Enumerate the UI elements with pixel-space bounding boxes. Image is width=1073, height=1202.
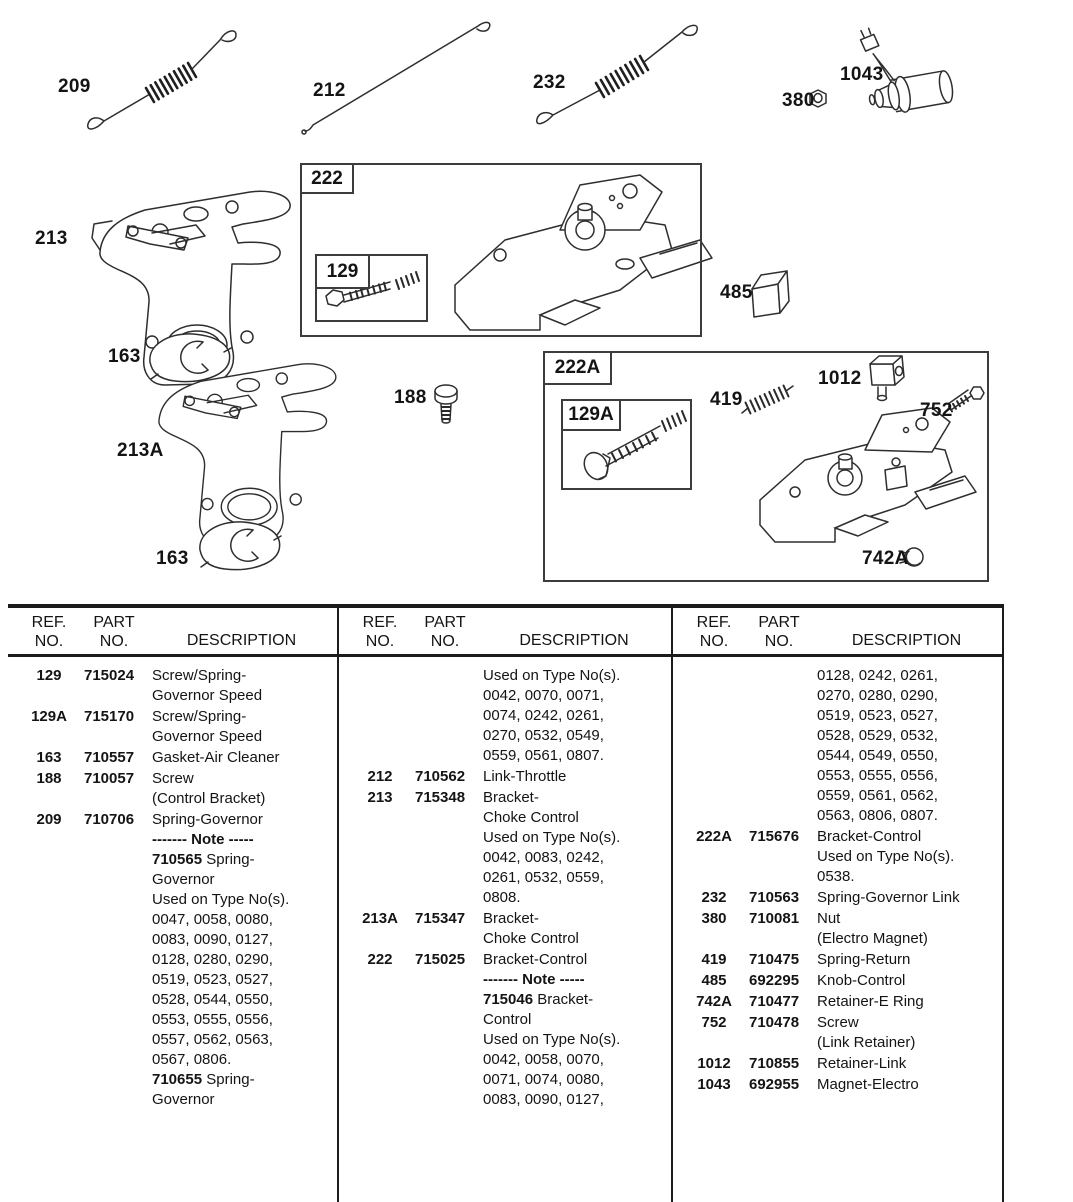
part-label-129a: 129A	[568, 404, 614, 425]
ref-no-cell: 129A	[31, 708, 67, 725]
description-line: 0074, 0242, 0261,	[483, 707, 604, 724]
callout-box-129-tag	[317, 256, 370, 289]
description-line: Governor	[152, 1091, 215, 1108]
description-cell	[817, 909, 996, 949]
description-cell	[817, 1013, 996, 1053]
description-line: Spring-Return	[817, 951, 911, 968]
knob-485-drawing	[752, 271, 789, 317]
part-no-cell: 715347	[415, 910, 466, 927]
description-line: 0042, 0083, 0242,	[483, 849, 604, 866]
description-line: Nut	[817, 910, 841, 927]
callout-box-129a-tag	[563, 401, 621, 431]
table-row	[353, 788, 665, 908]
description-line: Screw/Spring-	[152, 708, 247, 725]
ref-no-cell: 232	[701, 889, 727, 906]
spring-209-drawing	[88, 31, 236, 129]
ref-no-cell: 213A	[362, 910, 398, 927]
parts-table	[8, 604, 1004, 1202]
description-line: Retainer-Link	[817, 1055, 907, 1072]
description-cell	[817, 971, 996, 991]
description-cell	[483, 666, 665, 766]
description-line: 0042, 0058, 0070,	[483, 1051, 604, 1068]
description-line: Link-Throttle	[483, 768, 567, 785]
description-line: 715046 Bracket-	[483, 991, 594, 1008]
part-no-cell: 710562	[415, 768, 466, 785]
table-row	[22, 666, 331, 706]
description-cell	[152, 748, 331, 768]
part-no-cell: 710706	[84, 811, 135, 828]
ref-no-cell: 380	[701, 910, 727, 927]
description-line: Used on Type No(s).	[483, 1031, 621, 1048]
description-line: Spring-Governor Link	[817, 889, 960, 906]
part-label-213: 213	[35, 228, 68, 249]
header-col-1	[8, 608, 339, 654]
table-column-2	[339, 657, 673, 1202]
part-no-header: PART NO.	[424, 614, 466, 650]
description-line: Bracket-	[483, 789, 539, 806]
table-row	[687, 1075, 996, 1095]
description-cell	[817, 992, 996, 1012]
part-label-1012: 1012	[818, 368, 862, 389]
part-no-cell: 692295	[749, 972, 800, 989]
description-cell	[152, 707, 331, 747]
table-row	[687, 909, 996, 949]
ref-no-cell: 485	[701, 972, 727, 989]
description-line: 0808.	[483, 889, 521, 906]
description-line: 0270, 0532, 0549,	[483, 727, 604, 744]
description-line: (Electro Magnet)	[817, 930, 928, 947]
description-line: 710655 Spring-	[152, 1071, 255, 1088]
description-line: Screw/Spring-	[152, 667, 247, 684]
part-label-380: 380	[782, 90, 815, 111]
part-label-742a: 742A	[862, 548, 909, 569]
table-column-1	[8, 657, 339, 1202]
description-line: 0559, 0561, 0807.	[483, 747, 604, 764]
description-header: DESCRIPTION	[851, 632, 962, 649]
table-row	[353, 950, 665, 1110]
ref-no-cell: 212	[367, 768, 393, 785]
description-line: ------- Note -----	[483, 971, 585, 988]
description-cell	[817, 950, 996, 970]
description-line: Used on Type No(s).	[483, 829, 621, 846]
table-header	[8, 608, 1004, 654]
part-no-cell: 715025	[415, 951, 466, 968]
description-line: Governor	[152, 871, 215, 888]
description-line: 0538.	[817, 868, 855, 885]
callout-box-129	[315, 254, 428, 322]
part-label-485: 485	[720, 282, 753, 303]
description-cell	[483, 950, 665, 1110]
description-cell	[152, 666, 331, 706]
part-no-cell: 715348	[415, 789, 466, 806]
part-no-cell: 710477	[749, 993, 800, 1010]
description-cell	[817, 666, 996, 826]
ref-no-cell: 1012	[697, 1055, 731, 1072]
part-label-213a: 213A	[117, 440, 164, 461]
part-no-cell: 710855	[749, 1055, 800, 1072]
description-line: (Link Retainer)	[817, 1034, 916, 1051]
ref-no-cell: 1043	[697, 1076, 731, 1093]
gasket-163-lower-drawing	[200, 522, 281, 570]
description-header: DESCRIPTION	[519, 632, 629, 649]
table-row	[353, 666, 665, 766]
part-no-cell: 710563	[749, 889, 800, 906]
ref-no-cell: 742A	[696, 993, 732, 1010]
description-line: Retainer-E Ring	[817, 993, 924, 1010]
description-line: Bracket-	[483, 910, 539, 927]
description-line: Control	[483, 1011, 532, 1028]
description-cell	[483, 788, 665, 908]
description-line: 0553, 0555, 0556,	[152, 1011, 273, 1028]
ref-no-cell: 752	[701, 1014, 727, 1031]
table-row	[22, 769, 331, 809]
part-label-222: 222	[311, 167, 343, 189]
description-cell	[483, 767, 665, 787]
description-line: Screw	[152, 770, 194, 787]
description-line: Spring-Governor	[152, 811, 263, 828]
description-line: 0563, 0806, 0807.	[817, 807, 938, 824]
description-line: 0519, 0523, 0527,	[152, 971, 273, 988]
description-cell	[483, 909, 665, 949]
description-cell	[817, 1054, 996, 1074]
table-row	[687, 1013, 996, 1053]
table-row	[353, 767, 665, 787]
description-line: Bracket-Control	[483, 951, 588, 968]
description-line: 0559, 0561, 0562,	[817, 787, 938, 804]
part-label-232: 232	[533, 72, 566, 93]
table-row	[687, 950, 996, 970]
description-line: Governor Speed	[152, 687, 263, 704]
link-212-drawing	[302, 22, 490, 134]
description-line: Knob-Control	[817, 972, 906, 989]
description-line: Choke Control	[483, 809, 579, 826]
part-label-163-upper: 163	[108, 346, 141, 367]
table-row	[687, 888, 996, 908]
part-label-212: 212	[313, 80, 346, 101]
part-label-188: 188	[394, 387, 427, 408]
description-line: Governor Speed	[152, 728, 263, 745]
table-row	[22, 748, 331, 768]
callout-box-222-tag	[302, 165, 354, 194]
description-cell	[817, 888, 996, 908]
table-row	[22, 707, 331, 747]
description-line: 0047, 0058, 0080,	[152, 911, 273, 928]
description-header: DESCRIPTION	[186, 632, 297, 649]
table-row	[22, 810, 331, 1110]
part-label-752: 752	[920, 400, 953, 421]
part-no-cell	[415, 666, 475, 766]
ref-no-header: REF. NO.	[31, 614, 67, 650]
description-line: 710565 Spring-	[152, 851, 255, 868]
ref-no-cell: 129	[36, 667, 62, 684]
part-no-cell: 715170	[84, 708, 135, 725]
part-no-cell	[749, 666, 809, 826]
description-line: 0528, 0529, 0532,	[817, 727, 938, 744]
ref-no-cell: 222A	[696, 828, 732, 845]
description-line: 0042, 0070, 0071,	[483, 687, 604, 704]
ref-no-cell: 188	[36, 770, 62, 787]
table-body	[8, 657, 1004, 1202]
description-line: 0557, 0562, 0563,	[152, 1031, 273, 1048]
part-no-cell: 715676	[749, 828, 800, 845]
description-line: 0083, 0090, 0127,	[483, 1091, 604, 1108]
table-row	[353, 909, 665, 949]
table-row	[687, 1054, 996, 1074]
description-line: Used on Type No(s).	[152, 891, 290, 908]
description-line: 0528, 0544, 0550,	[152, 991, 273, 1008]
description-line: 0261, 0532, 0559,	[483, 869, 604, 886]
description-cell	[817, 1075, 996, 1095]
part-label-419: 419	[710, 389, 743, 410]
part-no-cell: 710475	[749, 951, 800, 968]
ref-no-cell: 209	[36, 811, 62, 828]
part-no-cell: 692955	[749, 1076, 800, 1093]
description-line: Screw	[817, 1014, 859, 1031]
bracket-213a-drawing	[159, 364, 336, 544]
ref-no-cell: 222	[367, 951, 393, 968]
part-no-header: PART NO.	[758, 614, 800, 650]
ref-no-header: REF. NO.	[696, 614, 732, 650]
description-line: ------- Note -----	[152, 831, 254, 848]
description-line: Bracket-Control	[817, 828, 922, 845]
description-line: 0128, 0242, 0261,	[817, 667, 938, 684]
screw-188-drawing	[435, 385, 457, 423]
part-label-209: 209	[58, 76, 91, 97]
description-line: Used on Type No(s).	[483, 667, 621, 684]
table-row	[687, 827, 996, 887]
header-col-3	[673, 608, 1004, 654]
table-row	[687, 971, 996, 991]
description-line: 0083, 0090, 0127,	[152, 931, 273, 948]
ref-no-cell: 163	[36, 749, 62, 766]
part-no-cell: 710557	[84, 749, 135, 766]
description-line: 0519, 0523, 0527,	[817, 707, 938, 724]
part-label-222a: 222A	[554, 357, 601, 378]
description-cell	[817, 827, 996, 887]
ref-no-cell: 419	[701, 951, 727, 968]
part-no-cell: 710478	[749, 1014, 800, 1031]
description-cell	[152, 810, 331, 1110]
gasket-163-upper-drawing	[150, 334, 231, 382]
description-line: Magnet-Electro	[817, 1076, 919, 1093]
description-line: Choke Control	[483, 930, 579, 947]
part-no-header: PART NO.	[93, 614, 135, 650]
description-line: 0567, 0806.	[152, 1051, 232, 1068]
description-line: 0071, 0074, 0080,	[483, 1071, 604, 1088]
part-label-1043: 1043	[840, 64, 884, 85]
ref-no-cell	[353, 666, 407, 766]
part-no-cell: 710081	[749, 910, 800, 927]
part-no-cell: 710057	[84, 770, 135, 787]
description-line: (Control Bracket)	[152, 790, 266, 807]
callout-box-129a	[561, 399, 692, 490]
part-label-163-lower: 163	[156, 548, 189, 569]
description-line: 0128, 0280, 0290,	[152, 951, 273, 968]
description-cell	[152, 769, 331, 809]
table-row	[687, 666, 996, 826]
ref-no-cell: 213	[367, 789, 393, 806]
table-column-3	[673, 657, 1004, 1202]
part-no-cell: 715024	[84, 667, 135, 684]
description-line: Used on Type No(s).	[817, 848, 955, 865]
header-col-2	[339, 608, 673, 654]
description-line: 0270, 0280, 0290,	[817, 687, 938, 704]
description-line: 0544, 0549, 0550,	[817, 747, 938, 764]
ref-no-header: REF. NO.	[362, 614, 398, 650]
callout-box-222a-tag	[545, 353, 612, 385]
ref-no-cell	[687, 666, 741, 826]
description-line: Gasket-Air Cleaner	[152, 749, 280, 766]
table-row	[687, 992, 996, 1012]
part-label-129: 129	[326, 260, 359, 282]
description-line: 0553, 0555, 0556,	[817, 767, 938, 784]
